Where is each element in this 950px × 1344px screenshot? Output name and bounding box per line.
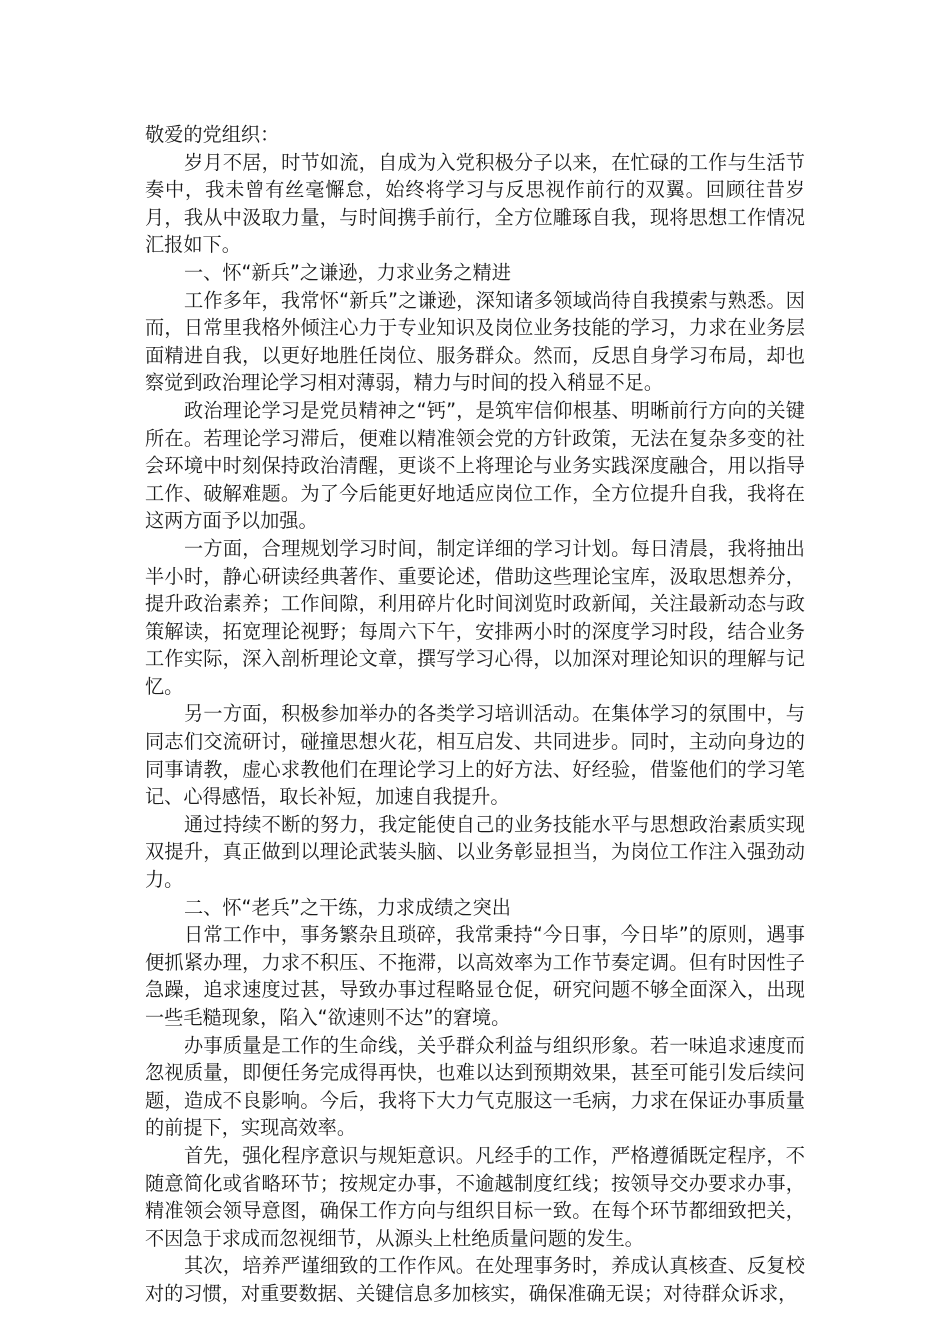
section-heading-2: 二、怀“老兵”之干练，力求成绩之突出 (184, 895, 511, 919)
paragraph: 另一方面，积极参加举办的各类学习培训活动。在集体学习的氛围中，与同志们交流研讨，碰撞思想火花，相互启发、共同进步。同时，主动向身边的同事请教，虚心求教他们在理论学习上的好方法、好经验，借鉴他们的学习笔记、心得感悟，取长补短，加速自我提升。 (145, 702, 805, 809)
paragraph: 办事质量是工作的生命线，关乎群众利益与组织形象。若一味追求速度而忽视质量，即便任务完成得再快，也难以达到预期效果，甚至可能引发后续问题，造成不良影响。今后，我将下大力气克服这一毛病，力求在保证办事质量的前提下，实现高效率。 (145, 1033, 805, 1140)
salutation: 敬爱的党组织： (145, 123, 280, 146)
paragraph: 工作多年，我常怀“新兵”之谦逊，深知诸多领域尚待自我摸索与熟悉。因而，日常里我格外倾注心力于专业知识及岗位业务技能的学习，力求在业务层面精进自我，以更好地胜任岗位、服务群众。然而，反思自身学习布局，却也察觉到政治理论学习相对薄弱，精力与时间的投入稍显不足。 (145, 288, 805, 395)
paragraph: 政治理论学习是党员精神之“钙”，是筑牢信仰根基、明晰前行方向的关键所在。若理论学习滞后，便难以精准领会党的方针政策，无法在复杂多变的社会环境中时刻保持政治清醒，更谈不上将理论与业务实践深度融合，用以指导工作、破解难题。为了今后能更好地适应岗位工作，全方位提升自我，我将在这两方面予以加强。 (145, 398, 805, 533)
paragraph-intro: 岁月不居，时节如流，自成为入党积极分子以来，在忙碌的工作与生活节奏中，我未曾有丝毫懈怠，始终将学习与反思视作前行的双翼。回顾往昔岁月，我从中汲取力量，与时间携手前行，全方位雕琢自我，现将思想工作情况汇报如下。 (145, 150, 805, 257)
paragraph: 一方面，合理规划学习时间，制定详细的学习计划。每日清晨，我将抽出半小时，静心研读经典著作、重要论述，借助这些理论宝库，汲取思想养分，提升政治素养；工作间隙，利用碎片化时间浏览时政新闻，关注最新动态与政策解读，拓宽理论视野；每周六下午，安排两小时的深度学习时段，结合业务工作实际，深入剖析理论文章，撰写学习心得，以加深对理论知识的理解与记忆。 (145, 536, 805, 698)
document-body (145, 121, 805, 1308)
paragraph: 首先，强化程序意识与规矩意识。凡经手的工作，严格遵循既定程序，不随意简化或省略环节；按规定办事，不逾越制度红线；按领导交办要求办事，精准领会领导意图，确保工作方向与组织目标一致。在每个环节都细致把关，不因急于求成而忽视细节，从源头上杜绝质量问题的发生。 (145, 1143, 805, 1250)
paragraph: 通过持续不断的努力，我定能使自己的业务技能水平与思想政治素质实现双提升，真正做到以理论武装头脑、以业务彰显担当，为岗位工作注入强劲动力。 (145, 812, 805, 892)
paragraph: 其次，培养严谨细致的工作作风。在处理事务时，养成认真核查、反复校对的习惯，对重要数据、关键信息多加核实，确保准确无误；对待群众诉求， (145, 1254, 805, 1305)
section-heading-1: 一、怀“新兵”之谦逊，力求业务之精进 (184, 260, 511, 284)
paragraph: 日常工作中，事务繁杂且琐碎，我常秉持“今日事，今日毕”的原则，遇事便抓紧办理，力求不积压、不拖滞，以高效率为工作节奏定调。但有时因性子急躁，追求速度过甚，导致办事过程略显仓促，研究问题不够全面深入，出现一些毛糙现象，陷入“欲速则不达”的窘境。 (145, 923, 805, 1029)
